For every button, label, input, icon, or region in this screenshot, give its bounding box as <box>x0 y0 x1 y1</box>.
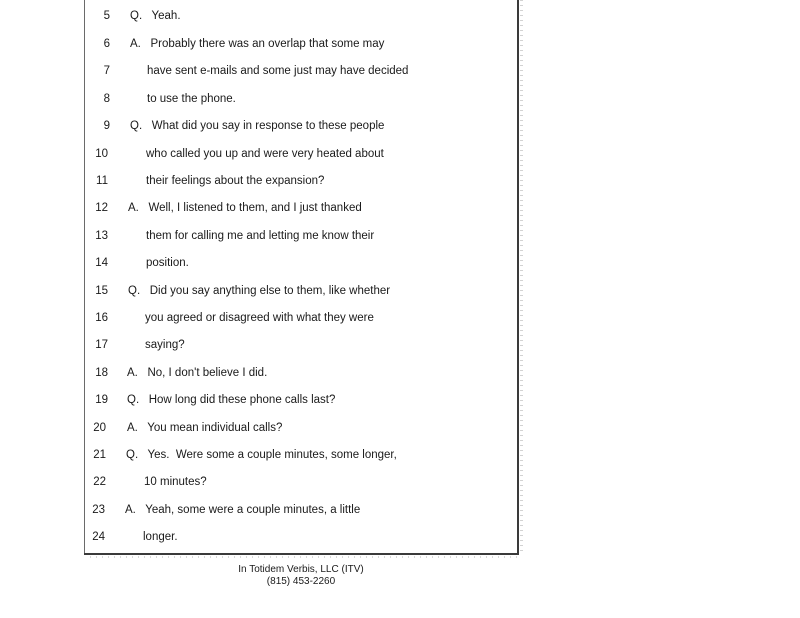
transcript-line <box>0 63 520 79</box>
line-number: 22 <box>93 476 106 488</box>
transcript-line <box>0 146 520 162</box>
line-number: 8 <box>103 93 110 105</box>
line-text: to use the phone. <box>147 93 236 105</box>
line-number: 9 <box>103 120 110 132</box>
transcript-line <box>0 447 520 463</box>
line-number: 7 <box>103 65 110 77</box>
line-text: A. No, I don't believe I did. <box>127 367 268 379</box>
footer-phone: (815) 453-2260 <box>266 576 336 587</box>
transcript-line <box>0 365 520 381</box>
transcript-line <box>0 118 520 134</box>
line-text: Q. Yes. Were some a couple minutes, some longer, <box>126 449 397 461</box>
line-number: 12 <box>95 202 108 214</box>
line-number: 24 <box>92 531 105 543</box>
line-number: 19 <box>95 394 108 406</box>
transcript-line <box>0 283 520 299</box>
right-margin-rule <box>517 0 519 554</box>
line-text: have sent e-mails and some just may have decided <box>147 65 409 77</box>
line-text: Q. Yeah. <box>130 10 181 22</box>
line-number: 16 <box>95 312 108 324</box>
line-text: A. You mean individual calls? <box>127 422 283 434</box>
transcript-line <box>0 255 520 271</box>
line-text: 10 minutes? <box>144 476 207 488</box>
line-number: 21 <box>93 449 106 461</box>
line-number: 17 <box>95 339 108 351</box>
transcript-line <box>0 310 520 326</box>
bottom-rule-scan-texture <box>90 556 520 558</box>
line-text: you agreed or disagreed with what they were <box>145 312 374 324</box>
line-number: 20 <box>93 422 106 434</box>
footer-company: In Totidem Verbis, LLC (ITV) <box>238 564 364 575</box>
line-number: 14 <box>95 257 108 269</box>
line-number: 13 <box>95 230 108 242</box>
line-number: 5 <box>103 10 110 22</box>
transcript-line <box>0 474 520 490</box>
line-text: A. Well, I listened to them, and I just thanked <box>128 202 362 214</box>
line-text: Q. What did you say in response to these people <box>130 120 385 132</box>
transcript-line <box>0 529 520 545</box>
line-text: longer. <box>143 531 178 543</box>
line-number: 18 <box>95 367 108 379</box>
line-text: Q. Did you say anything else to them, like whether <box>128 285 391 297</box>
transcript-line <box>0 8 520 24</box>
transcript-line <box>0 228 520 244</box>
transcript-line <box>0 502 520 518</box>
line-text: saying? <box>145 339 185 351</box>
bottom-border-rule <box>84 553 519 555</box>
left-margin-rule <box>84 0 85 554</box>
line-number: 15 <box>95 285 108 297</box>
line-text: their feelings about the expansion? <box>146 175 325 187</box>
line-text: position. <box>146 257 189 269</box>
transcript-line <box>0 91 520 107</box>
line-number: 10 <box>95 148 108 160</box>
line-text: Q. How long did these phone calls last? <box>127 394 336 406</box>
line-number: 23 <box>92 504 105 516</box>
line-text: A. Probably there was an overlap that some may <box>130 38 385 50</box>
line-number: 11 <box>96 175 108 187</box>
transcript-line <box>0 392 520 408</box>
transcript-line <box>0 420 520 436</box>
transcript-line <box>0 337 520 353</box>
transcript-line <box>0 173 520 189</box>
line-text: A. Yeah, some were a couple minutes, a little <box>125 504 361 516</box>
line-text: who called you up and were very heated about <box>146 148 384 160</box>
line-number: 6 <box>103 38 110 50</box>
transcript-line <box>0 36 520 52</box>
transcript-line <box>0 200 520 216</box>
right-rule-scan-texture <box>520 0 523 554</box>
line-text: them for calling me and letting me know their <box>146 230 375 242</box>
